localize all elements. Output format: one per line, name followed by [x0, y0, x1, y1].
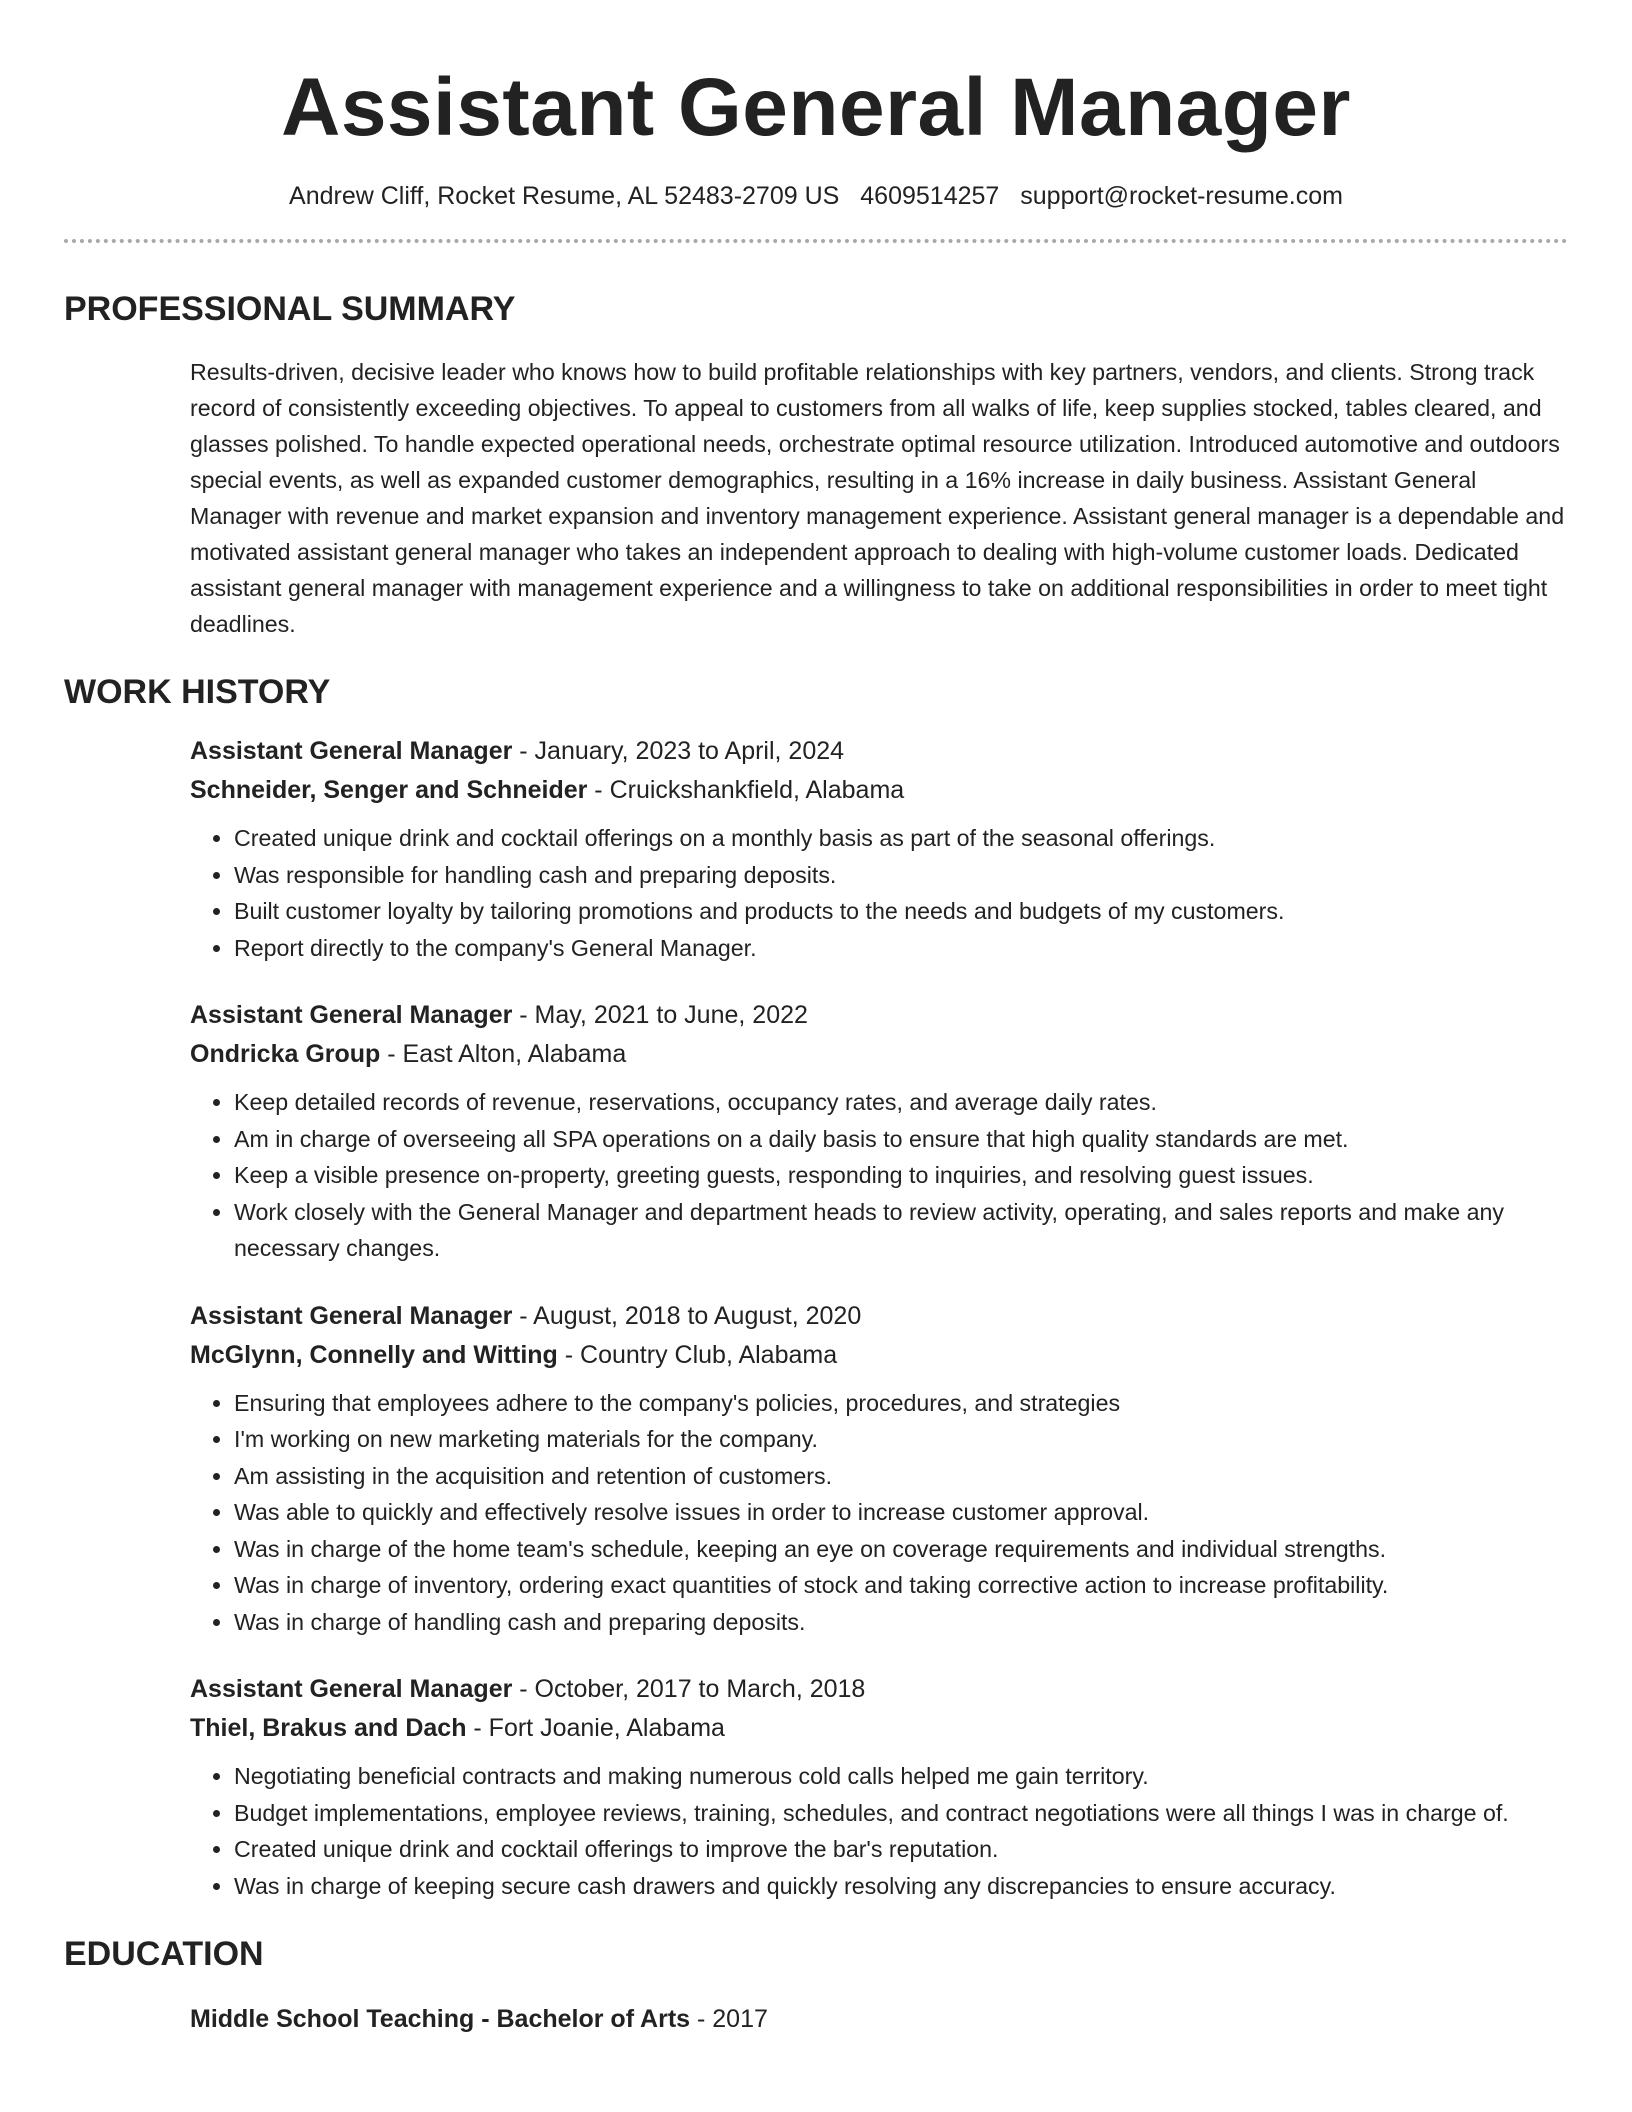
job-company: Ondricka Group [190, 1040, 381, 1068]
duty-item: • Report directly to the company's General Manager. [234, 930, 1568, 967]
job-duties [190, 1758, 1568, 1904]
job-duties [190, 1084, 1568, 1267]
job-company-line [190, 770, 1568, 810]
job-dates: - October, 2017 to March, 2018 [512, 1675, 866, 1703]
job-location: - Country Club, Alabama [557, 1340, 838, 1369]
duty-item: • Created unique drink and cocktail offerings to improve the bar's reputation. [234, 1831, 1568, 1868]
summary-heading: PROFESSIONAL SUMMARY [64, 290, 516, 328]
duty-item: • Was in charge of keeping secure cash drawers and quickly resolving any discrepancies to ensure accuracy. [234, 1868, 1568, 1905]
job-role: Assistant General Manager [190, 1001, 513, 1029]
job-company: Thiel, Brakus and Dach [190, 1714, 467, 1742]
header-divider [64, 239, 1568, 243]
job-dates: - May, 2021 to June, 2022 [512, 1001, 808, 1029]
job-company: McGlynn, Connelly and Witting [190, 1340, 558, 1369]
job-entry [190, 732, 1568, 966]
education-year: - 2017 [690, 2005, 768, 2033]
duty-item: • Budget implementations, employee reviews, training, schedules, and contract negotiations were all things I was in charge of. [234, 1795, 1568, 1832]
job-dates: - January, 2023 to April, 2024 [512, 737, 845, 765]
contact-address: Andrew Cliff, Rocket Resume, AL 52483-2709 US [289, 182, 840, 210]
duty-item: • Work closely with the General Manager and department heads to review activity, operating, and sales reports and make any necessary changes. [234, 1194, 1568, 1267]
duty-item: • Keep a visible presence on-property, greeting guests, responding to inquiries, and resolving guest issues. [234, 1157, 1568, 1194]
duty-item: • Negotiating beneficial contracts and making numerous cold calls helped me gain territory. [234, 1758, 1568, 1795]
job-dates: - August, 2018 to August, 2020 [512, 1301, 862, 1330]
contact-email: support@rocket-resume.com [1020, 182, 1343, 210]
resume-page [64, 0, 1568, 2038]
job-role: Assistant General Manager [190, 1301, 513, 1330]
duty-item: • Am assisting in the acquisition and retention of customers. [234, 1458, 1568, 1495]
duty-item: • Was able to quickly and effectively resolve issues in order to increase customer approval. [234, 1494, 1568, 1531]
job-location: - East Alton, Alabama [380, 1040, 627, 1068]
job-entry [190, 996, 1568, 1267]
job-company: Schneider, Senger and Schneider [190, 776, 588, 804]
job-location: - Fort Joanie, Alabama [466, 1714, 725, 1742]
job-duties [190, 1385, 1568, 1641]
duty-item: • Keep detailed records of revenue, reservations, occupancy rates, and average daily rates. [234, 1084, 1568, 1121]
job-duties [190, 820, 1568, 966]
duty-item: • Am in charge of overseeing all SPA operations on a daily basis to ensure that high quality standards are met. [234, 1121, 1568, 1158]
duty-item: • Built customer loyalty by tailoring promotions and products to the needs and budgets of my customers. [234, 893, 1568, 930]
duty-item: • I'm working on new marketing materials for the company. [234, 1421, 1568, 1458]
job-header [190, 732, 1568, 770]
duty-item: • Was in charge of handling cash and preparing deposits. [234, 1604, 1568, 1641]
job-company-line [190, 1335, 1568, 1375]
contact-line [64, 180, 1568, 212]
work-history-heading: WORK HISTORY [64, 673, 331, 711]
resume-title: Assistant General Manager [281, 62, 1351, 153]
job-location: - Cruickshankfield, Alabama [587, 776, 905, 804]
summary-text: Results-driven, decisive leader who knows how to build profitable relationships with key partners, vendors, and clients. Strong track record of consistently exceeding objectives. To appeal to customers from all walks of life, keep supplies stocked, tables cleared, and glasses polished. To handle expected operational needs, orchestrate optimal resource utilization. Introduced automotive and outdoors special events, as well as expanded customer demographics, resulting in a 16% increase in daily business. Assistant General Manager with revenue and market expansion and inventory management experience. Assistant general manager is a dependable and motivated assistant general manager who takes an independent approach to dealing with high-volume customer loads. Dedicated assistant general manager with management experience and a willingness to take on additional responsibilities in order to meet tight deadlines. [190, 359, 1565, 637]
duty-item: • Was in charge of inventory, ordering exact quantities of stock and taking corrective action to increase profitability. [234, 1567, 1568, 1604]
education-entry [190, 2000, 1568, 2038]
job-company-line [190, 1034, 1568, 1074]
job-header [190, 1297, 1568, 1335]
duty-item: • Created unique drink and cocktail offerings on a monthly basis as part of the seasonal offerings. [234, 820, 1568, 857]
duty-item: • Was responsible for handling cash and preparing deposits. [234, 857, 1568, 894]
duty-item: • Ensuring that employees adhere to the company's policies, procedures, and strategies [234, 1385, 1568, 1422]
contact-phone: 4609514257 [860, 182, 1000, 210]
job-role: Assistant General Manager [190, 737, 513, 765]
education-heading: EDUCATION [64, 1935, 264, 1973]
job-company-line [190, 1708, 1568, 1748]
job-entry [190, 1297, 1568, 1641]
job-header [190, 1670, 1568, 1708]
job-entry [190, 1670, 1568, 1904]
job-header [190, 996, 1568, 1034]
duty-item: • Was in charge of the home team's schedule, keeping an eye on coverage requirements and individual strengths. [234, 1531, 1568, 1568]
education-degree: Middle School Teaching - Bachelor of Arts [190, 2005, 691, 2033]
job-role: Assistant General Manager [190, 1675, 513, 1703]
